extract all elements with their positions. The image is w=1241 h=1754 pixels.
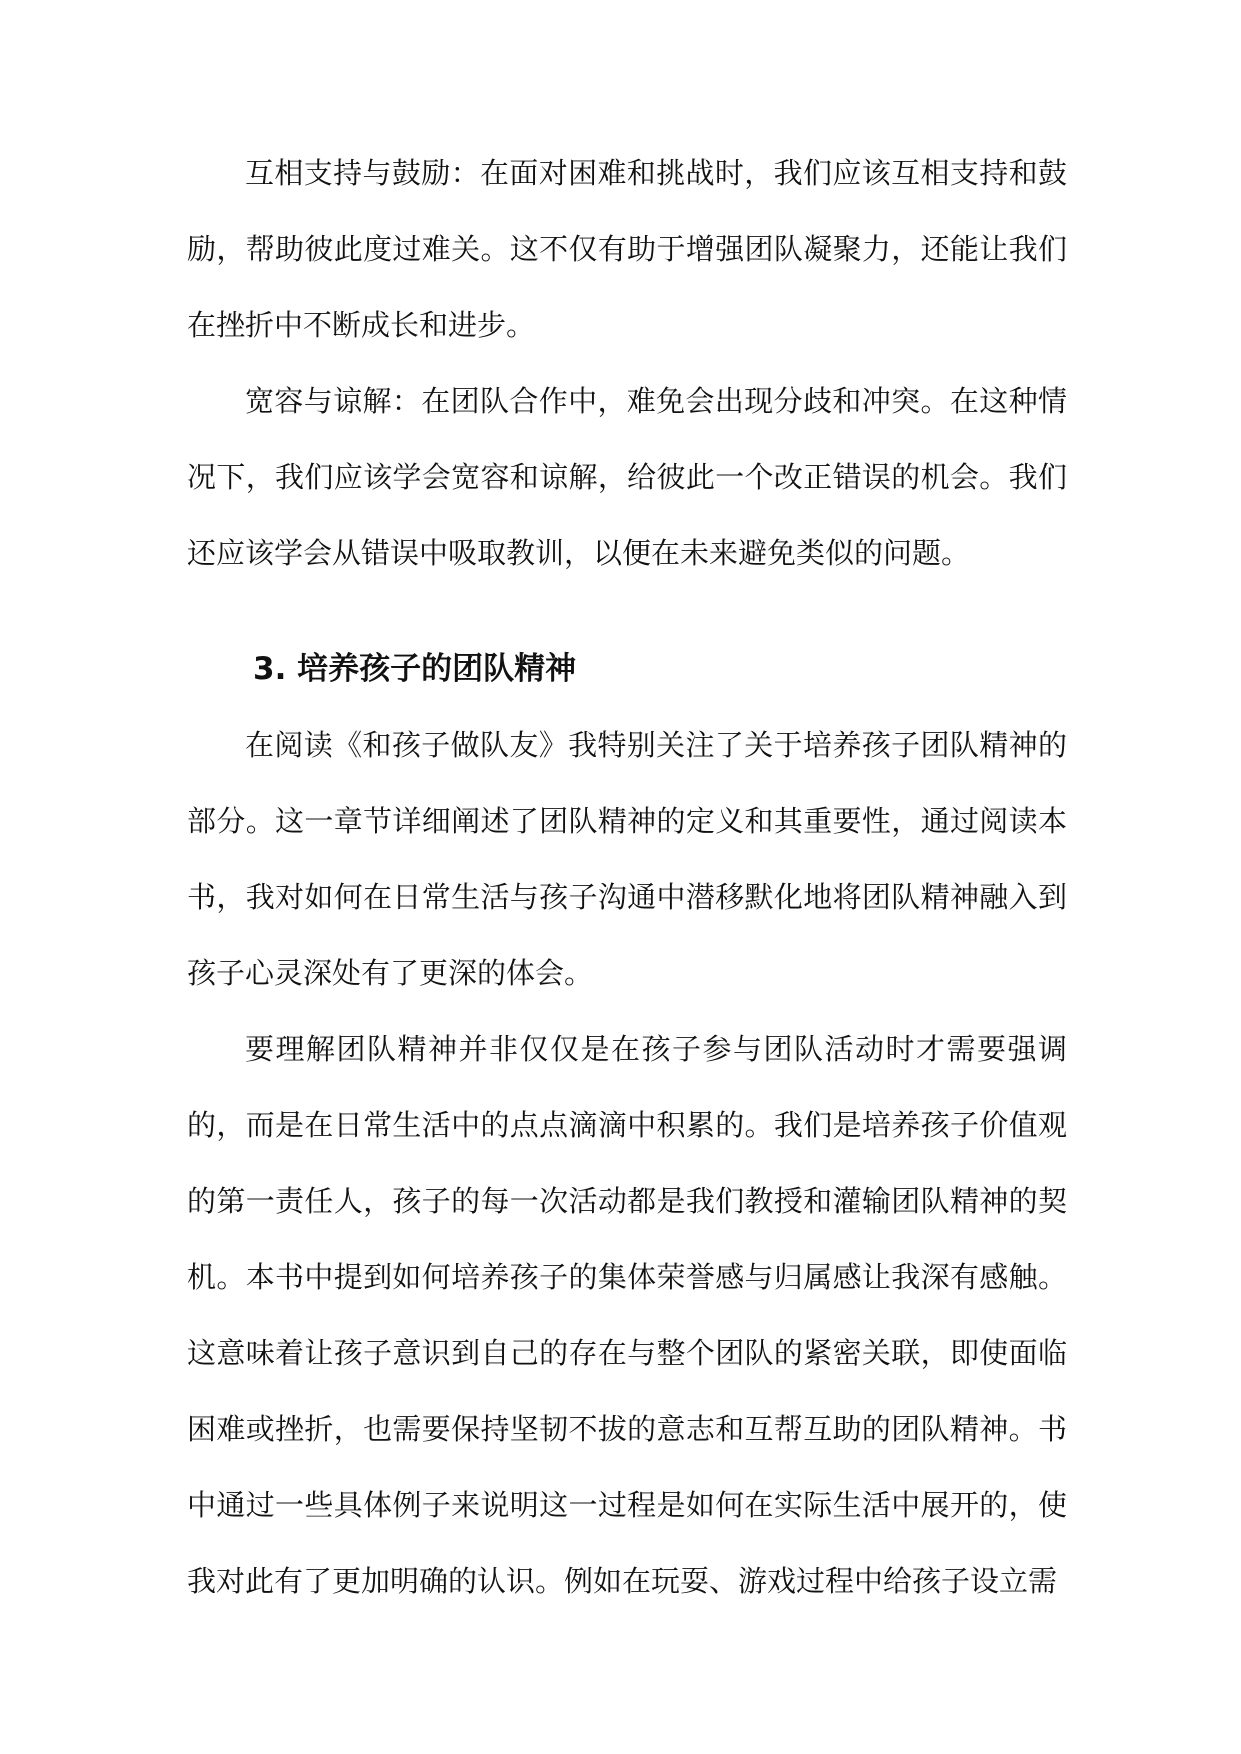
- paragraph-understanding-team-spirit: 要理解团队精神并非仅仅是在孩子参与团队活动时才需要强调的，而是在日常生活中的点点滴滴中积累的。我们是培养孩子价值观的第一责任人，孩子的每一次活动都是我们教授和灌输团队精神的契机。本书中提到如何培养孩子的集体荣誉感与归属感让我深有感触。这意味着让孩子意识到自己的存在与整个团队的紧密关联，即使面临困难或挫折，也需要保持坚韧不拔的意志和互帮互助的团队精神。书中通过一些具体例子来说明这一过程是如何在实际生活中展开的，使我对此有了更加明确的认识。例如在玩耍、游戏过程中给孩子设立需: [187, 1032, 1067, 1598]
- spacer: [187, 591, 1067, 643]
- paragraph-reading-focus: 在阅读《和孩子做队友》我特别关注了关于培养孩子团队精神的部分。这一章节详细阐述了团队精神的定义和其重要性，通过阅读本书，我对如何在日常生活与孩子沟通中潜移默化地将团队精神融入到孩子心灵深处有了更深的体会。: [187, 728, 1067, 990]
- spacer: [187, 695, 1067, 707]
- paragraph-tolerance: 宽容与谅解：在团队合作中，难免会出现分歧和冲突。在这种情况下，我们应该学会宽容和谅解，给彼此一个改正错误的机会。我们还应该学会从错误中吸取教训，以便在未来避免类似的问题。: [187, 384, 1067, 570]
- section-heading: 3. 培养孩子的团队精神: [253, 651, 577, 687]
- paragraph-mutual-support: 互相支持与鼓励：在面对困难和挑战时，我们应该互相支持和鼓励，帮助彼此度过难关。这不仅有助于增强团队凝聚力，还能让我们在挫折中不断成长和进步。: [187, 156, 1067, 342]
- document-body: [187, 135, 1067, 1619]
